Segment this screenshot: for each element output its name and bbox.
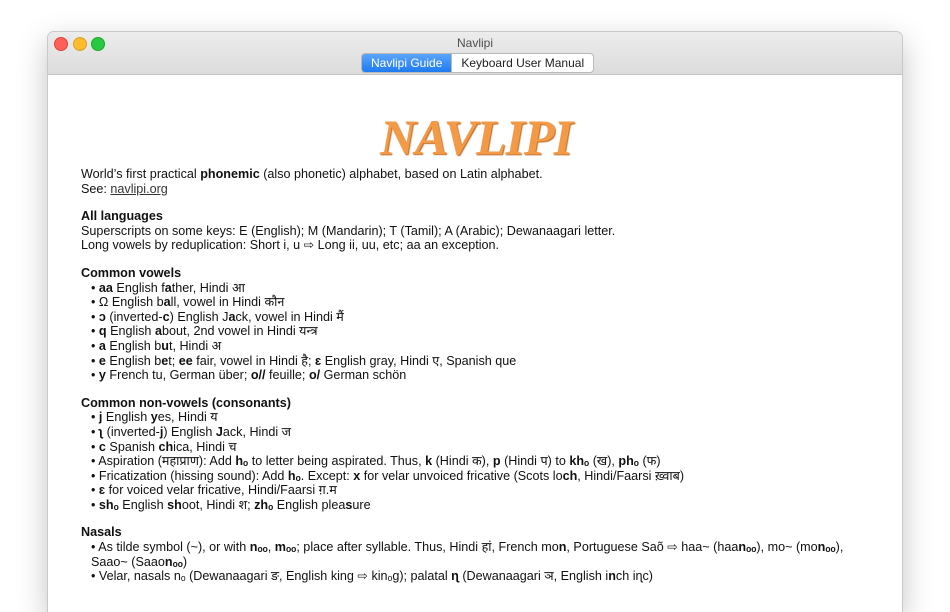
intro-text: (also phonetic) alphabet, based on Latin alphabet. <box>259 167 543 181</box>
navlipi-logo: NAVLIPI <box>379 109 573 165</box>
list-item: • a English but, Hindi अ <box>91 338 222 353</box>
list-item: • ɔ (inverted-c) English Jack, vowel in Hindi मैं <box>91 309 344 324</box>
list-item: • ɛ for voiced velar fricative, Hindi/Faarsi ग़.म <box>91 483 337 498</box>
list-item: • As tilde symbol (~), or with nₒₒ, mₒₒ; place after syllable. Thus, Hindi हां, French mon, Portuguese Saõ ⇨ haa~ (haanₒₒ), mo~ (monₒₒ), Saao~ (Saaonₒₒ) <box>91 540 844 569</box>
consonants-heading: Common non-vowels (consonants) <box>81 395 291 410</box>
list-item: • aa English father, Hindi आ <box>91 280 245 295</box>
nasals-heading: Nasals <box>81 525 122 540</box>
list-item: • q English about, 2nd vowel in Hindi यन्त्र <box>91 324 318 339</box>
vowel-list <box>81 281 871 383</box>
intro-text: World’s first practical <box>81 167 201 181</box>
list-item: • j English yes, Hindi य <box>91 410 218 425</box>
title-bar <box>48 32 902 75</box>
window-title: Navlipi <box>456 36 493 50</box>
common-vowels-heading: Common vowels <box>81 265 182 280</box>
list-item: • shₒ English shoot, Hindi श; zhₒ English pleasure <box>91 497 371 512</box>
app-window <box>48 32 902 612</box>
list-item: • e English bet; ee fair, vowel in Hindi है; ɛ English gray, Hindi ए, Spanish que <box>91 353 517 368</box>
superscripts-line: Superscripts on some keys: E (English); M (Mandarin); T (Tamil); A (Arabic); Dewanaagari letter. <box>81 223 616 238</box>
list-item: • ʅ (inverted-j) English Jack, Hindi ज <box>91 424 291 439</box>
tab-navlipi-guide[interactable]: Navlipi Guide <box>362 54 451 72</box>
list-item: • Aspiration (महाप्राण): Add hₒ to letter being aspirated. Thus, k (Hindi क), p (Hindi प) to khₒ (ख), phₒ (फ) <box>91 454 661 469</box>
long-vowels-line: Long vowels by reduplication: Short i, u ⇨ Long ii, uu, etc; aa an exception. <box>81 238 500 253</box>
view-segmented-control <box>361 53 594 73</box>
consonant-list <box>81 410 871 512</box>
intro-bold: phonemic <box>200 167 260 181</box>
list-item: • Fricatization (hissing sound): Add hₒ. Except: x for velar unvoiced fricative (Scots loch, Hindi/Faarsi ख़्वाब) <box>91 468 685 483</box>
navlipi-link[interactable]: navlipi.org <box>110 181 168 196</box>
intro-line <box>81 167 871 182</box>
guide-body <box>81 167 871 584</box>
list-item: • y French tu, German über; o// feuille; o/ German schön <box>91 368 407 383</box>
tab-keyboard-user-manual[interactable]: Keyboard User Manual <box>451 54 593 72</box>
list-item: • c Spanish chica, Hindi च <box>91 439 237 454</box>
all-languages-heading: All languages <box>81 209 163 224</box>
nasal-list <box>81 540 871 584</box>
see-line <box>81 182 871 197</box>
list-item: • Velar, nasals nₒ (Dewanaagari ङ, English king ⇨ kinₒg); palatal ɳ (Dewanaagari ञ, English inch iɳc) <box>91 569 653 584</box>
see-label: See: <box>81 181 111 196</box>
list-item: • Ω English ball, vowel in Hindi कौन <box>91 295 285 310</box>
